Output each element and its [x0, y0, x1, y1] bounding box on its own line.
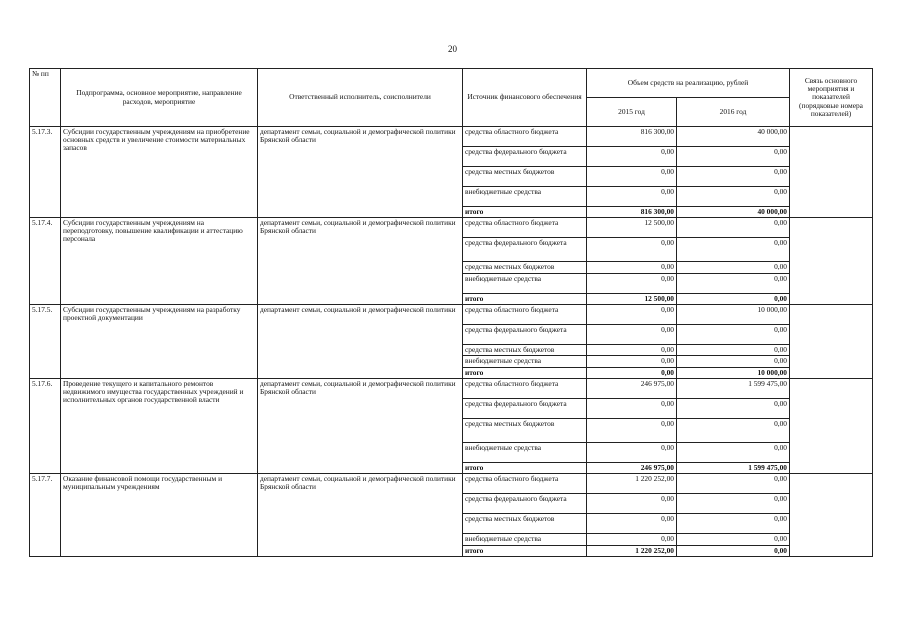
source-name: внебюджетные средства	[463, 442, 587, 462]
table-row	[30, 218, 873, 238]
value-2015: 1 220 252,00	[587, 545, 677, 556]
value-2016: 40 000,00	[677, 127, 790, 147]
source-name: средства федерального бюджета	[463, 493, 587, 513]
row-id: 5.17.3.	[30, 127, 61, 218]
budget-table	[29, 68, 873, 557]
row-executor: департамент семьи, социальной и демографической политики Брянской области	[258, 378, 463, 473]
row-executor: департамент семьи, социальной и демографической политики Брянской области	[258, 473, 463, 556]
row-executor: департамент семьи, социальной и демографической политики Брянской области	[258, 127, 463, 218]
source-name: средства федерального бюджета	[463, 398, 587, 418]
header-link: Связь основного мероприятия и показателей (порядковые номера показателей)	[790, 69, 873, 127]
value-2016: 0,00	[677, 238, 790, 262]
value-2016: 0,00	[677, 513, 790, 533]
header-executor: Ответственный исполнитель, соисполнители	[258, 69, 463, 127]
source-name: средства областного бюджета	[463, 378, 587, 398]
value-2016: 0,00	[677, 533, 790, 545]
value-2015: 0,00	[587, 442, 677, 462]
value-2015: 0,00	[587, 187, 677, 207]
value-2016: 0,00	[677, 442, 790, 462]
value-2016: 0,00	[677, 274, 790, 294]
source-name: итого	[463, 207, 587, 218]
value-2015: 0,00	[587, 398, 677, 418]
source-name: итого	[463, 545, 587, 556]
value-2015: 0,00	[587, 356, 677, 367]
value-2016: 0,00	[677, 473, 790, 493]
indicator-link	[790, 378, 873, 473]
value-2015: 12 500,00	[587, 294, 677, 305]
value-2016: 10 000,00	[677, 367, 790, 378]
value-2015: 12 500,00	[587, 218, 677, 238]
source-name: внебюджетные средства	[463, 356, 587, 367]
indicator-link	[790, 305, 873, 378]
value-2016: 0,00	[677, 545, 790, 556]
source-name: средства местных бюджетов	[463, 418, 587, 442]
source-name: средства федерального бюджета	[463, 325, 587, 345]
source-name: средства областного бюджета	[463, 305, 587, 325]
value-2015: 0,00	[587, 147, 677, 167]
value-2015: 0,00	[587, 533, 677, 545]
row-name: Субсидии государственным учреждениям на переподготовку, повышение квалификации и аттестацию персонала	[61, 218, 258, 305]
source-name: средства местных бюджетов	[463, 345, 587, 356]
source-name: внебюджетные средства	[463, 274, 587, 294]
value-2016: 0,00	[677, 294, 790, 305]
indicator-link	[790, 473, 873, 556]
value-2016: 0,00	[677, 493, 790, 513]
source-name: средства областного бюджета	[463, 127, 587, 147]
page-number: 20	[448, 44, 457, 54]
row-name: Субсидии государственным учреждениям на приобретение основных средств и увеличение стоимости материальных запасов	[61, 127, 258, 218]
value-2016: 40 000,00	[677, 207, 790, 218]
source-name: внебюджетные средства	[463, 533, 587, 545]
value-2016: 0,00	[677, 418, 790, 442]
source-name: средства областного бюджета	[463, 473, 587, 493]
value-2015: 0,00	[587, 305, 677, 325]
source-name: средства местных бюджетов	[463, 513, 587, 533]
value-2016: 0,00	[677, 262, 790, 274]
value-2016: 1 599 475,00	[677, 462, 790, 473]
source-name: средства федерального бюджета	[463, 238, 587, 262]
value-2015: 0,00	[587, 418, 677, 442]
source-name: средства федерального бюджета	[463, 147, 587, 167]
row-name: Оказание финансовой помощи государственным и муниципальным учреждениям	[61, 473, 258, 556]
value-2016: 0,00	[677, 325, 790, 345]
value-2015: 246 975,00	[587, 462, 677, 473]
row-executor: департамент семьи, социальной и демографической политики	[258, 305, 463, 378]
value-2015: 0,00	[587, 325, 677, 345]
source-name: внебюджетные средства	[463, 187, 587, 207]
header-year-2016: 2016 год	[677, 98, 790, 127]
value-2015: 816 300,00	[587, 207, 677, 218]
row-id: 5.17.4.	[30, 218, 61, 305]
row-id: 5.17.5.	[30, 305, 61, 378]
row-name: Субсидии государственным учреждениям на разработку проектной документации	[61, 305, 258, 378]
indicator-link	[790, 127, 873, 218]
value-2016: 0,00	[677, 345, 790, 356]
value-2016: 0,00	[677, 167, 790, 187]
value-2015: 0,00	[587, 238, 677, 262]
source-name: средства местных бюджетов	[463, 167, 587, 187]
value-2016: 0,00	[677, 147, 790, 167]
value-2015: 816 300,00	[587, 127, 677, 147]
source-name: итого	[463, 462, 587, 473]
value-2016: 0,00	[677, 218, 790, 238]
table-row	[30, 473, 873, 493]
header-volume: Объем средств на реализацию, рублей	[587, 69, 790, 98]
value-2015: 0,00	[587, 493, 677, 513]
value-2015: 0,00	[587, 167, 677, 187]
header-no: № пп	[30, 69, 61, 127]
value-2016: 10 000,00	[677, 305, 790, 325]
value-2016: 0,00	[677, 398, 790, 418]
value-2015: 1 220 252,00	[587, 473, 677, 493]
table-row	[30, 127, 873, 147]
value-2015: 0,00	[587, 367, 677, 378]
value-2016: 1 599 475,00	[677, 378, 790, 398]
source-name: средства областного бюджета	[463, 218, 587, 238]
header-year-2015: 2015 год	[587, 98, 677, 127]
row-id: 5.17.7.	[30, 473, 61, 556]
source-name: итого	[463, 367, 587, 378]
value-2016: 0,00	[677, 187, 790, 207]
value-2015: 246 975,00	[587, 378, 677, 398]
header-row	[30, 69, 873, 98]
source-name: средства местных бюджетов	[463, 262, 587, 274]
value-2015: 0,00	[587, 274, 677, 294]
indicator-link	[790, 218, 873, 305]
table-row	[30, 378, 873, 398]
value-2015: 0,00	[587, 262, 677, 274]
value-2015: 0,00	[587, 345, 677, 356]
header-program: Подпрограмма, основное мероприятие, направление расходов, мероприятие	[61, 69, 258, 127]
value-2016: 0,00	[677, 356, 790, 367]
row-id: 5.17.6.	[30, 378, 61, 473]
table-row	[30, 305, 873, 325]
row-executor: департамент семьи, социальной и демографической политики Брянской области	[258, 218, 463, 305]
value-2015: 0,00	[587, 513, 677, 533]
header-source: Источник финансового обеспечения	[463, 69, 587, 127]
source-name: итого	[463, 294, 587, 305]
row-name: Проведение текущего и капитального ремонтов недвижимого имущества государственных учреждений и исполнительных органов государственной власти	[61, 378, 258, 473]
